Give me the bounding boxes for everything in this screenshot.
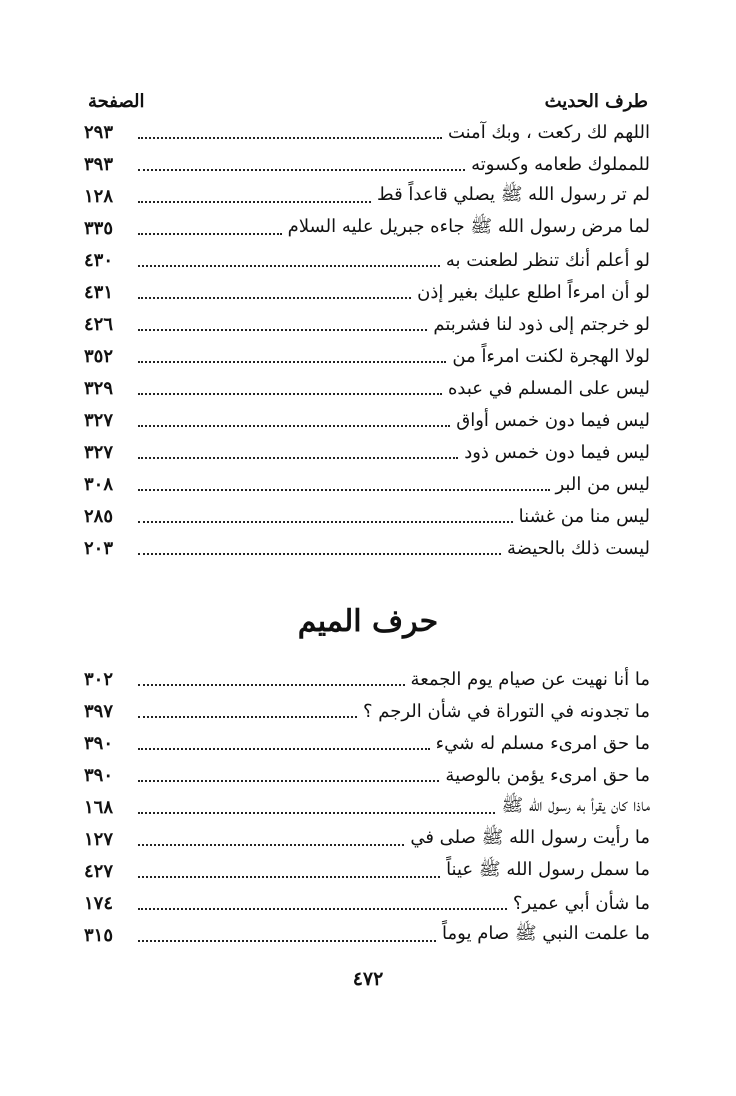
column-header-hadith: طرف الحديث — [544, 90, 648, 112]
entry-text: ما أنا نهيت عن صيام يوم الجمعة — [410, 668, 650, 690]
index-entry — [84, 340, 650, 372]
entry-text: ما تجدونه في التوراة في شأن الرجم ؟ — [362, 700, 650, 722]
entry-text: ما رأيت رسول الله ﷺ صلى في — [410, 827, 650, 848]
entry-page-number: ٢٨٥ — [84, 505, 114, 527]
entry-page-number: ٣٣٥ — [84, 217, 114, 239]
entry-page-number: ١٧٤ — [84, 892, 114, 914]
dot-leader — [138, 876, 440, 878]
dot-leader — [138, 329, 427, 331]
dot-leader — [138, 748, 430, 750]
column-header — [88, 88, 648, 114]
index-entry — [84, 468, 650, 500]
entry-page-number: ٤٣١ — [84, 281, 114, 303]
entry-text: ليس فيما دون خمس ذود — [464, 441, 650, 463]
index-entry — [84, 372, 650, 404]
index-list-lam — [84, 116, 650, 564]
dot-leader — [138, 169, 465, 171]
entry-text: اللهم لك ركعت ، وبك آمنت — [447, 121, 650, 143]
dot-leader — [138, 812, 495, 814]
entry-text: ليس فيما دون خمس أواق — [456, 409, 650, 431]
dot-leader — [138, 425, 450, 427]
entry-page-number: ٣٩٠ — [84, 764, 114, 786]
index-entry — [84, 855, 650, 887]
entry-text: ليس منا من غشنا — [518, 505, 650, 527]
index-list-mim — [84, 663, 650, 951]
entry-page-number: ٤٢٦ — [84, 313, 114, 335]
index-entry — [84, 919, 650, 951]
entry-text: لو خرجتم إلى ذود لنا فشربتم — [433, 313, 650, 335]
index-entry — [84, 148, 650, 180]
entry-text: للمملوك طعامه وكسوته — [471, 153, 650, 175]
entry-text: ما حق امرىء مسلم له شيء — [435, 732, 650, 754]
entry-text: لو أعلم أنك تنظر لطعنت به — [445, 249, 650, 271]
dot-leader — [138, 457, 458, 459]
entry-text: لو أن امرءاً اطلع عليك بغير إذن — [417, 281, 650, 303]
entry-page-number: ٣٢٧ — [84, 441, 114, 463]
index-entry — [84, 823, 650, 855]
entry-page-number: ٢٩٣ — [84, 121, 114, 143]
entry-text: ما سمل رسول الله ﷺ عيناً — [446, 859, 650, 880]
index-entry — [84, 276, 650, 308]
index-entry — [84, 727, 650, 759]
entry-text: ليس على المسلم في عبده — [448, 377, 650, 399]
dot-leader — [138, 553, 501, 555]
index-entry — [84, 212, 650, 244]
dot-leader — [138, 233, 282, 235]
index-entry — [84, 887, 650, 919]
entry-page-number: ٣٠٨ — [84, 473, 114, 495]
entry-text: ما حق امرىء يؤمن بالوصية — [445, 764, 650, 786]
dot-leader — [138, 393, 442, 395]
entry-text: لما مرض رسول الله ﷺ جاءه جبريل عليه السلام — [287, 216, 650, 237]
column-header-page: الصفحة — [88, 90, 145, 112]
entry-text: ليست ذلك بالحيضة — [506, 537, 650, 559]
entry-page-number: ٤٢٧ — [84, 860, 114, 882]
index-entry — [84, 404, 650, 436]
index-entry — [84, 695, 650, 727]
entry-page-number: ١٢٨ — [84, 185, 114, 207]
entry-page-number: ٢٠٣ — [84, 537, 114, 559]
entry-page-number: ٣٩٠ — [84, 732, 114, 754]
dot-leader — [138, 908, 507, 910]
index-entry — [84, 759, 650, 791]
entry-page-number: ٣٢٩ — [84, 377, 114, 399]
dot-leader — [138, 780, 439, 782]
entry-page-number: ٣٥٢ — [84, 345, 114, 367]
entry-text: لولا الهجرة لكنت امرءاً من — [452, 345, 650, 367]
dot-leader — [138, 940, 436, 942]
dot-leader — [138, 844, 404, 846]
entry-page-number: ٣٩٧ — [84, 700, 114, 722]
index-entry — [84, 116, 650, 148]
dot-leader — [138, 265, 440, 267]
dot-leader — [138, 684, 405, 686]
index-entry — [84, 436, 650, 468]
entry-page-number: ١٢٧ — [84, 828, 114, 850]
entry-page-number: ٤٣٠ — [84, 249, 114, 271]
entry-page-number: ٣٠٢ — [84, 668, 114, 690]
entry-text: ليس من البر — [555, 473, 650, 495]
index-entry — [84, 180, 650, 212]
index-entry — [84, 791, 650, 823]
page-number: ٤٧٢ — [352, 968, 384, 990]
entry-text: لم تر رسول الله ﷺ يصلي قاعداً قط — [377, 184, 650, 205]
dot-leader — [138, 361, 446, 363]
entry-page-number: ٣٩٣ — [84, 153, 114, 175]
index-entry — [84, 308, 650, 340]
dot-leader — [138, 297, 411, 299]
dot-leader — [138, 489, 550, 491]
dot-leader — [138, 521, 513, 523]
index-entry — [84, 244, 650, 276]
entry-text: ما علمت النبي ﷺ صام يوماً — [442, 923, 650, 944]
index-entry — [84, 500, 650, 532]
entry-page-number: ٣١٥ — [84, 924, 114, 946]
dot-leader — [138, 716, 357, 718]
entry-text: ماذا كان يقرأ به رسول الله ﷺ — [501, 795, 650, 816]
entry-page-number: ٣٢٧ — [84, 409, 114, 431]
dot-leader — [138, 201, 371, 203]
section-title: حرف الميم — [297, 604, 439, 639]
index-entry — [84, 663, 650, 695]
entry-page-number: ١٦٨ — [84, 796, 114, 818]
index-entry — [84, 532, 650, 564]
entry-text: ما شأن أبي عمير؟ — [512, 892, 650, 914]
dot-leader — [138, 137, 442, 139]
